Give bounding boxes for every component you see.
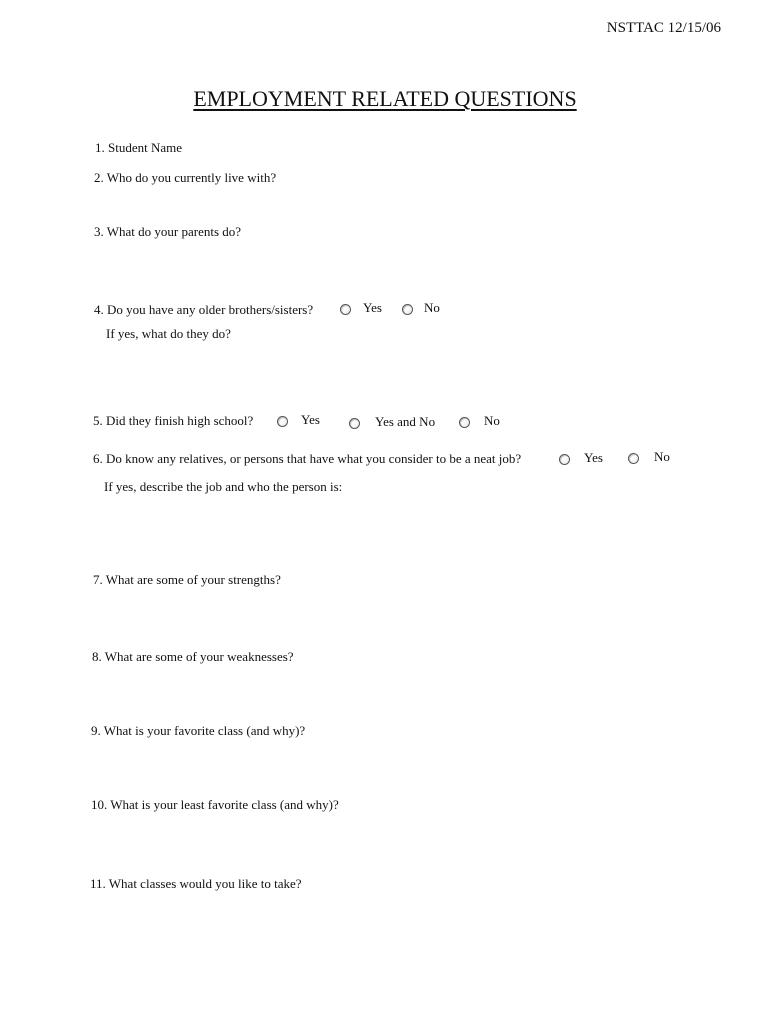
question-2-living-with: 2. Who do you currently live with?: [94, 170, 277, 185]
q6-no-label: No: [654, 449, 670, 464]
question-4-older-siblings: 4. Do you have any older brothers/sisters?: [94, 302, 314, 317]
question-9-favorite-class: 9. What is your favorite class (and why)?: [91, 723, 306, 738]
document-reference: NSTTAC 12/15/06: [606, 20, 721, 36]
question-6-neat-job: 6. Do know any relatives, or persons that have what you consider to be a neat job?: [93, 451, 522, 466]
q6-yes-radio[interactable]: [559, 454, 570, 465]
q5-no-label: No: [484, 413, 500, 428]
q5-yes-and-no-radio[interactable]: [349, 418, 360, 429]
page-title: EMPLOYMENT RELATED QUESTIONS: [193, 86, 577, 111]
q4-yes-label: Yes: [363, 300, 382, 315]
question-6-follow-up: If yes, describe the job and who the person is:: [104, 479, 343, 494]
q4-yes-radio[interactable]: [340, 304, 351, 315]
q5-yes-and-no-label: Yes and No: [375, 414, 436, 429]
q4-no-radio[interactable]: [402, 304, 413, 315]
q6-no-radio[interactable]: [628, 453, 639, 464]
q4-no-label: No: [424, 300, 440, 315]
q5-yes-label: Yes: [301, 412, 320, 427]
question-10-least-favorite-class: 10. What is your least favorite class (and why)?: [91, 797, 339, 812]
q5-no-radio[interactable]: [459, 417, 470, 428]
question-4-follow-up: If yes, what do they do?: [106, 326, 231, 341]
question-1-student-name: 1. Student Name: [95, 140, 183, 155]
question-8-weaknesses: 8. What are some of your weaknesses?: [92, 649, 294, 664]
question-11-classes-to-take: 11. What classes would you like to take?: [90, 876, 302, 891]
q6-yes-label: Yes: [584, 450, 603, 465]
question-7-strengths: 7. What are some of your strengths?: [93, 572, 281, 587]
question-3-parents-job: 3. What do your parents do?: [94, 224, 242, 239]
q5-yes-radio[interactable]: [277, 416, 288, 427]
question-5-finished-high-school: 5. Did they finish high school?: [93, 413, 254, 428]
